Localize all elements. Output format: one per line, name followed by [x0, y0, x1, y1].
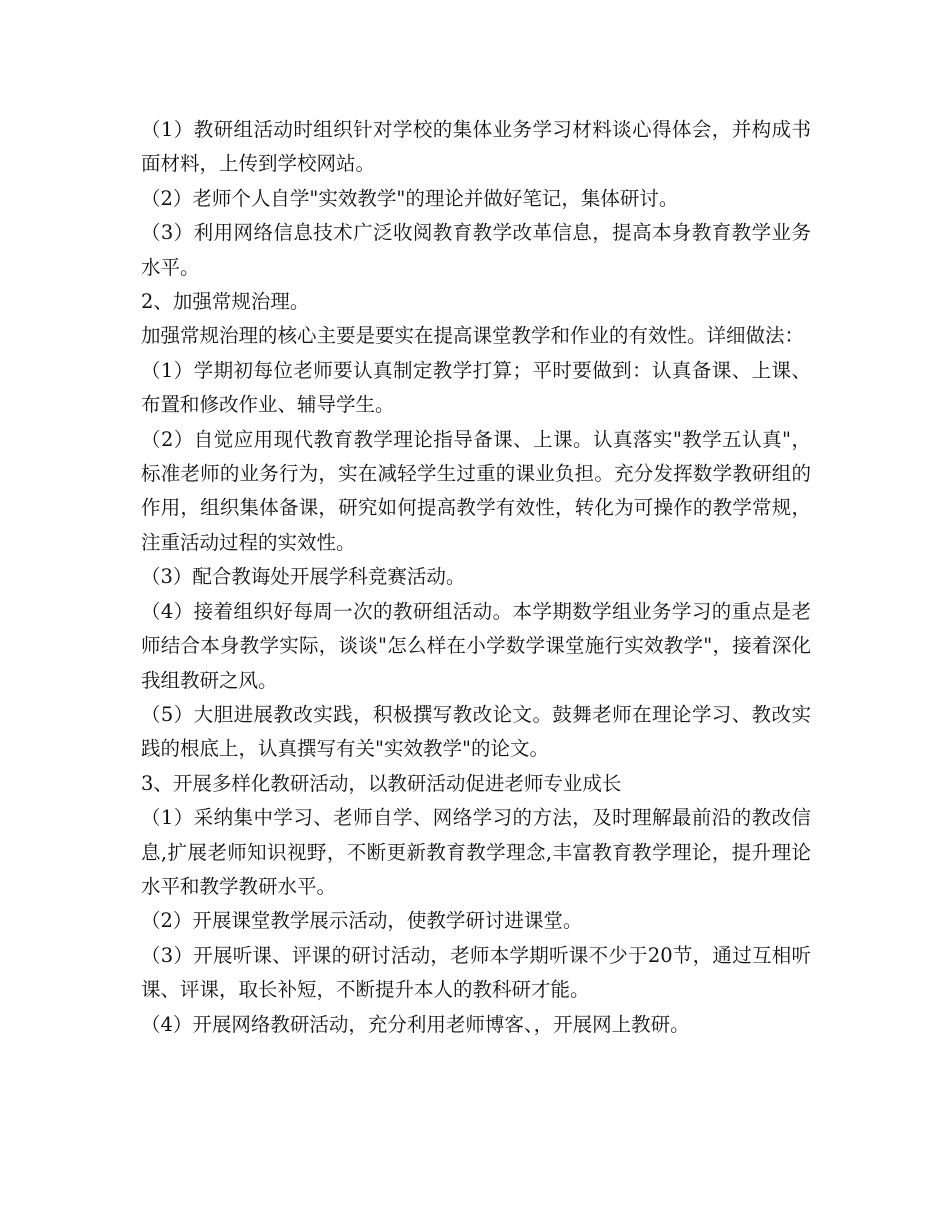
- paragraph-learning-methods: （1）采纳集中学习、老师自学、网络学习的方法，及时理解最前沿的教改信息,扩展老师知识视野，不断更新教育教学理念,丰富教育教学理论，提升理论水平和教学教研水平。: [141, 806, 811, 898]
- section-heading-diverse-activities: 3、开展多样化教研活动，以教研活动促进老师专业成长: [141, 771, 622, 795]
- paragraph-network-info: （3）利用网络信息技术广泛收阅教育教学改革信息，提高本身教育教学业务水平。: [141, 221, 811, 279]
- paragraph-weekly-activity: （4）接着组织好每周一次的教研组活动。本学期数学组业务学习的重点是老师结合本身教学实际，谈谈"怎么样在小学数学课堂施行实效教学"，接着深化我组教研之风。: [141, 599, 811, 692]
- paragraph-self-study: （2）老师个人自学"实效教学"的理论并做好笔记，集体研讨。: [141, 186, 679, 210]
- paragraph-study-material: （1）教研组活动时组织针对学校的集体业务学习材料谈心得体会，并构成书面材料，上传到学校网站。: [141, 118, 811, 176]
- paragraph-reform-practice: （5）大胆进展教改实践，积极撰写教改论文。鼓舞老师在理论学习、教改实践的根底上，认真撰写有关"实效教学"的论文。: [141, 702, 811, 761]
- paragraph-online-research: （4）开展网络教研活动，充分利用老师博客、，开展网上教研。: [141, 1012, 690, 1036]
- section-heading-routine-management: 2、加强常规治理。: [141, 290, 310, 314]
- paragraph-lesson-observation: （3）开展听课、评课的研讨活动，老师本学期听课不少于20节，通过互相听课、评课，取长补短，不断提升本人的教科研才能。: [141, 943, 811, 1002]
- paragraph-competition: （3）配合教诲处开展学科竞赛活动。: [141, 565, 466, 589]
- paragraph-teaching-plan: （1）学期初每位老师要认真制定教学打算；平时要做到：认真备课、上课、布置和修改作业、辅导学生。: [141, 358, 811, 417]
- document-body: [141, 113, 811, 1042]
- paragraph-routine-core: 加强常规治理的核心主要是要实在提高课堂教学和作业的有效性。详细做法：: [141, 324, 805, 348]
- paragraph-classroom-showcase: （2）开展课堂教学展示活动，使教学研讨进课堂。: [141, 909, 583, 933]
- paragraph-modern-theory: （2）自觉应用现代教育教学理论指导备课、上课。认真落实"教学五认真"，标准老师的业务行为，实在减轻学生过重的课业负担。充分发挥数学教研组的作用，组织集体备课，研究如何提高教学有效性，转化为可操作的教学常规，注重活动过程的实效性。: [141, 427, 811, 554]
